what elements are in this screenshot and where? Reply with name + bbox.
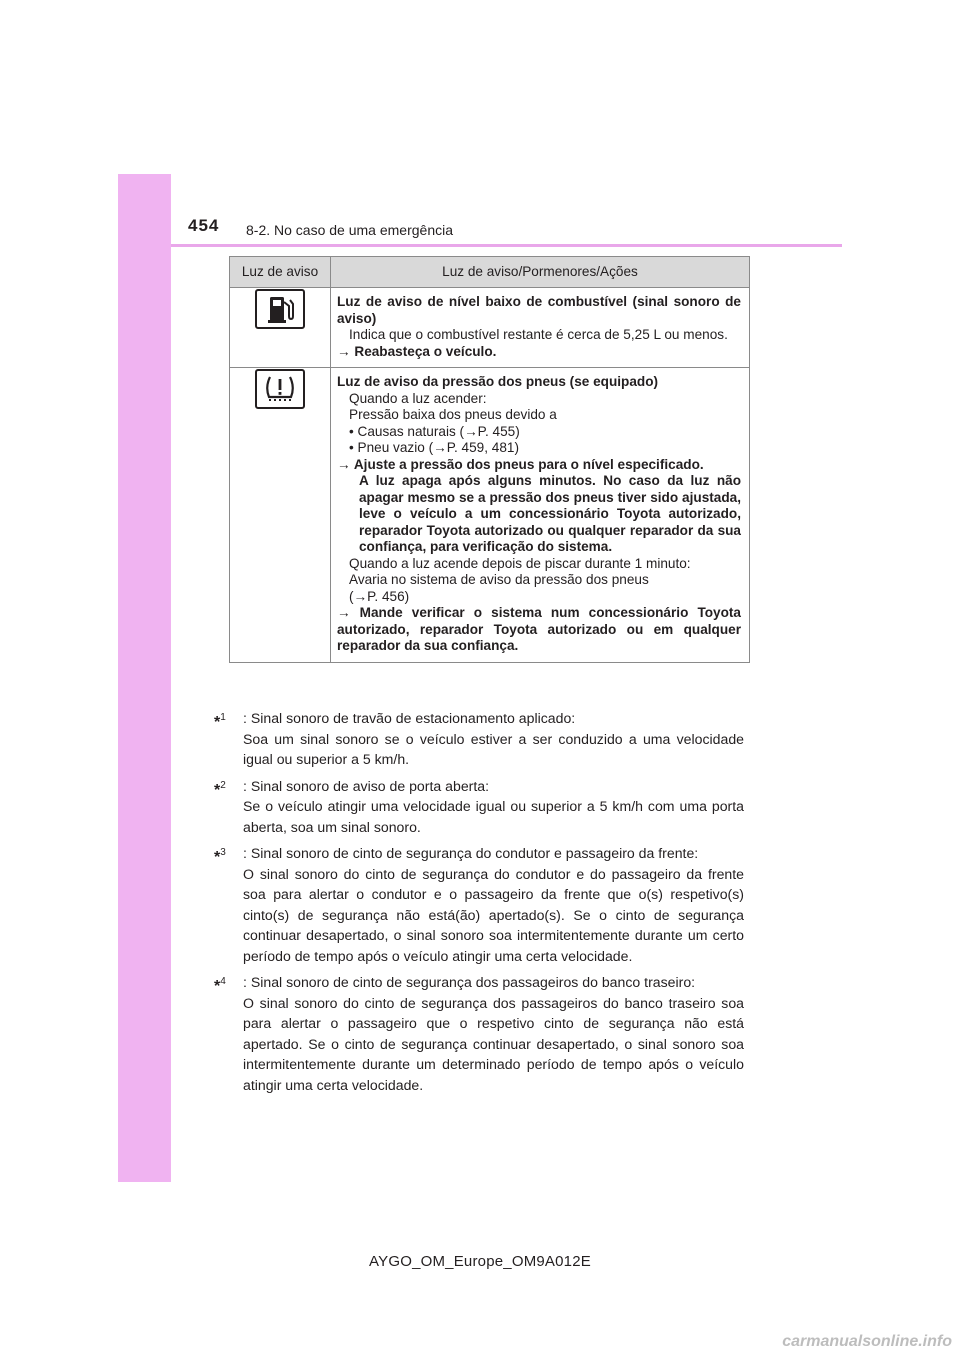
table-row [230, 368, 750, 663]
footnote-item [214, 708, 744, 770]
table-row [230, 288, 750, 368]
warning-light-table [229, 256, 750, 663]
icon-cell [230, 368, 331, 663]
icon-cell [230, 288, 331, 368]
fuel-pump-icon [255, 289, 305, 334]
page-number: 454 [188, 216, 220, 235]
tire-intro-4: Avaria no sistema de aviso da pressão dos pneus [349, 572, 649, 587]
footnote-heading: : Sinal sonoro de cinto de segurança do condutor e passageiro da frente: [243, 845, 699, 861]
fuel-warning-title: Luz de aviso de nível baixo de combustível (sinal sonoro de aviso) [337, 294, 741, 326]
footnote-marker: *$^1$ [214, 712, 226, 731]
tire-intro-3: Quando a luz acende depois de piscar durante 1 minuto: [349, 555, 691, 571]
tire-action-1-head: → Ajuste a pressão dos pneus para o nível especificado. [337, 456, 704, 472]
tire-warning-title: Luz de aviso da pressão dos pneus (se equipado) [337, 374, 659, 389]
footnote-heading: : Sinal sonoro de cinto de segurança dos passageiros do banco traseiro: [243, 974, 696, 990]
footnote-marker: *$^4$ [214, 976, 226, 995]
footnote-heading: : Sinal sonoro de aviso de porta aberta: [243, 777, 490, 794]
watermark: carmanualsonline.info [782, 1333, 952, 1350]
tire-action-2: → Mande verificar o sistema num concessionário Toyota autorizado, reparador Toyota autorizado ou em qualquer reparador da sua confiança. [337, 605, 741, 653]
header-rule [171, 244, 842, 247]
fuel-warning-text: Indica que o combustível restante é cerca de 5,25 L ou menos. [349, 327, 728, 342]
footnotes [214, 708, 744, 1101]
footnote-text: Se o veículo atingir uma velocidade igual ou superior a 5 km/h com uma porta aberta, soa um sinal sonoro. [243, 798, 744, 835]
footnote-text: O sinal sonoro do cinto de segurança dos passageiros do banco traseiro soa para alertar o passageiro que o respetivo cinto de segurança não está apertado. Se o cinto de segurança continuar desapertado, o sinal sonoro soa intermitentemente durante um determinado período de tempo após o veículo atingir uma certa velocidade. [243, 994, 744, 1093]
tire-pressure-description [331, 368, 750, 663]
footnote-marker: *$^3$ [214, 847, 226, 866]
footnote-item [214, 843, 744, 966]
footnote-marker: *$^2$ [214, 779, 226, 799]
col-header-details: Luz de aviso/Pormenores/Ações [331, 257, 750, 288]
table-header-row [230, 257, 750, 288]
footnote-item [214, 972, 744, 1095]
tire-ref: (→P. 456) [349, 588, 410, 604]
footnote-text: O sinal sonoro do cinto de segurança do condutor e do passageiro da frente soa para alertar o condutor e o passageiro da frente que o(s) respetivo(s) cinto(s) de segurança não está(ão) apertado(s). Se o cinto de segurança continuar desapertado, o sinal sonoro soa intermitentemente durante um certo período de tempo após o veículo atingir uma certa velocidade. [243, 865, 744, 964]
section-title: 8-2. No caso de uma emergência [246, 222, 453, 238]
tire-bullet-1: • Causas naturais (→P. 455) [349, 423, 520, 439]
section-side-band [118, 174, 171, 1182]
footnote-item [214, 776, 744, 838]
footnote-text: Soa um sinal sonoro se o veículo estiver a ser conduzido a uma velocidade igual ou superior a 5 km/h. [243, 730, 744, 767]
document-footer-code: AYGO_OM_Europe_OM9A012E [369, 1253, 591, 1270]
tire-bullet-2: • Pneu vazio (→P. 459, 481) [349, 440, 520, 455]
col-header-light: Luz de aviso [230, 257, 331, 288]
tire-pressure-icon [255, 369, 305, 414]
tire-intro-1: Quando a luz acender: [349, 390, 487, 406]
fuel-warning-action: → Reabasteça o veículo. [337, 343, 497, 359]
fuel-warning-description [331, 288, 750, 368]
tire-intro-2: Pressão baixa dos pneus devido a [349, 407, 557, 422]
tire-action-1-body: A luz apaga após alguns minutos. No caso da luz não apagar mesmo se a pressão dos pneus tiver sido ajustada, leve o veículo a um concessionário Toyota autorizado, reparador Toyota autorizado ou qualquer reparador da sua confiança, para verificação do sistema. [359, 473, 741, 554]
footnote-heading: : Sinal sonoro de travão de estacionamento aplicado: [243, 710, 576, 726]
